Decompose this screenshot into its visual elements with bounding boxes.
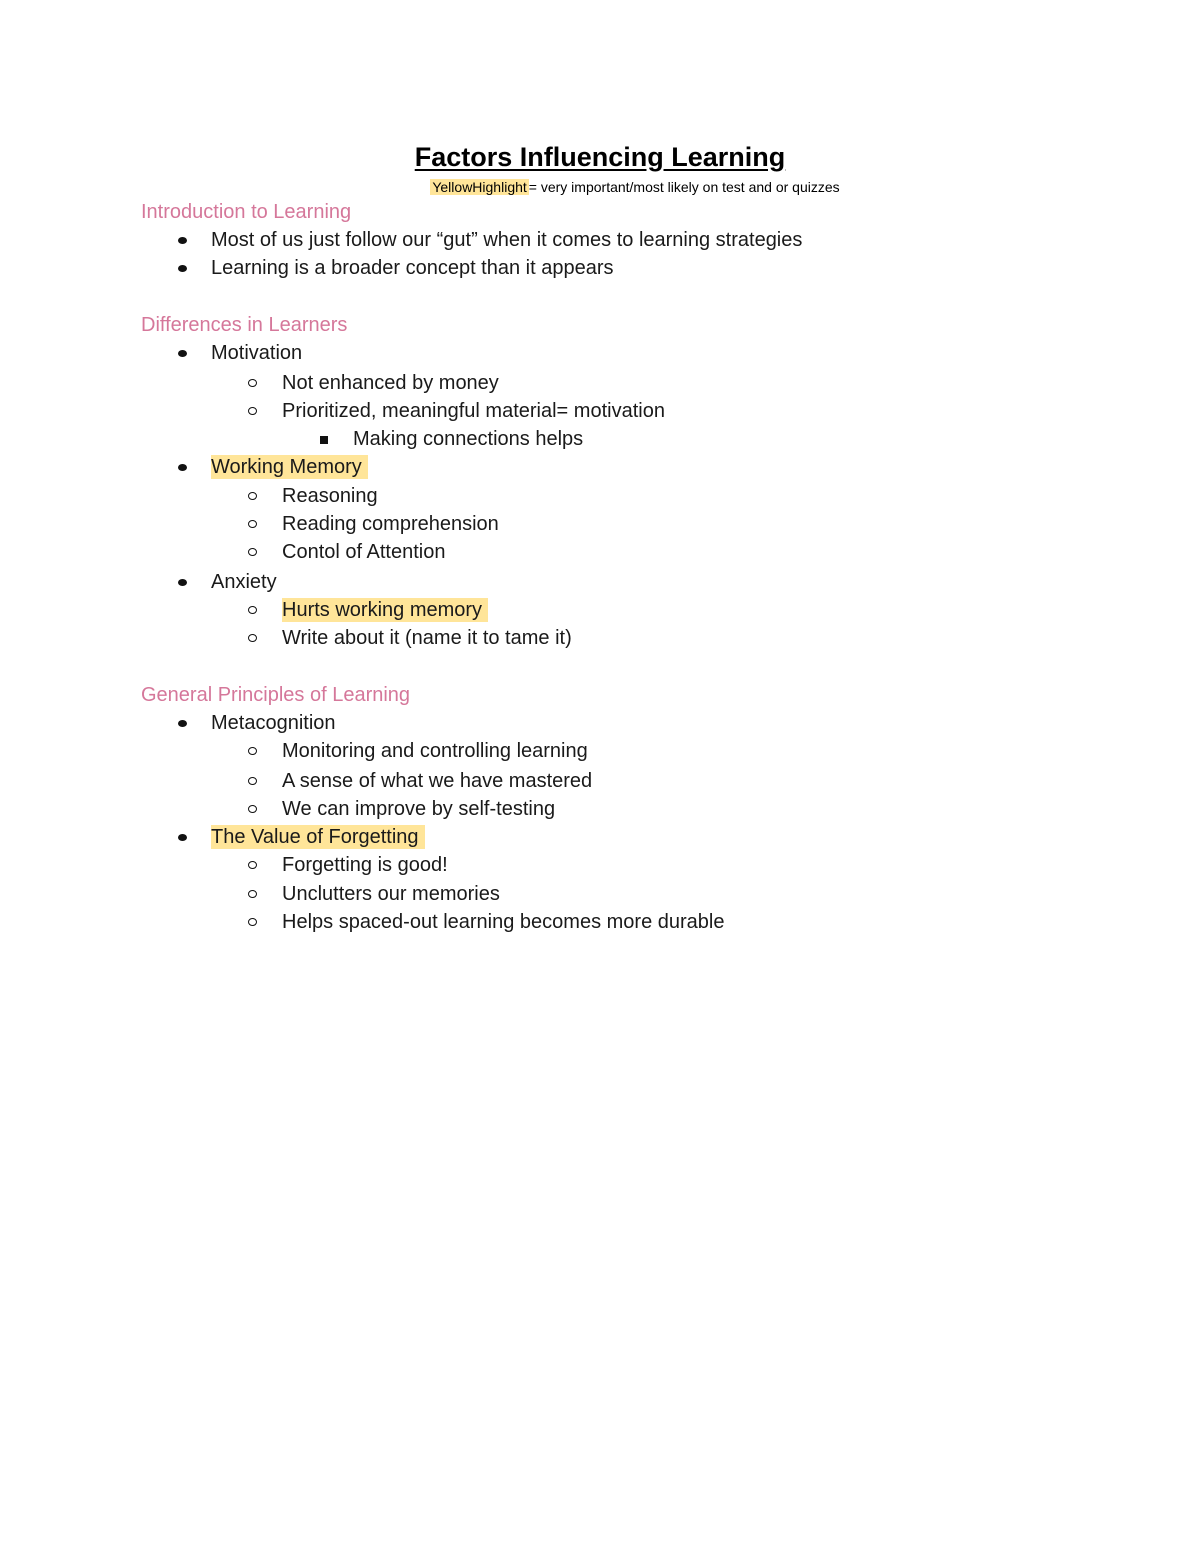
list-item-text: Contol of Attention <box>282 541 446 563</box>
list-item <box>211 454 368 480</box>
hollow-circle-bullet-icon <box>248 634 257 642</box>
list-item <box>211 710 336 736</box>
list-item <box>282 483 378 509</box>
hollow-circle-bullet-icon <box>248 548 257 556</box>
list-item-text: Metacognition <box>211 712 336 734</box>
list-item-text: Unclutters our memories <box>282 883 500 905</box>
list-item <box>211 569 277 595</box>
hollow-circle-bullet-icon <box>248 379 257 387</box>
list-item-text: A sense of what we have mastered <box>282 770 593 792</box>
list-item-text: Reading comprehension <box>282 513 499 535</box>
hollow-circle-bullet-icon <box>248 492 257 500</box>
list-item-text: Making connections helps <box>353 428 584 450</box>
list-item-text: Learning is a broader concept than it appears <box>211 257 614 279</box>
filled-circle-bullet-icon <box>178 350 187 357</box>
list-item-text: We can improve by self-testing <box>282 798 556 820</box>
filled-circle-bullet-icon <box>178 265 187 272</box>
list-item-text: Forgetting is good! <box>282 854 448 876</box>
list-item <box>282 370 499 396</box>
list-item <box>211 340 302 366</box>
list-item <box>282 539 445 565</box>
list-item-text: Not enhanced by money <box>282 372 499 394</box>
list-item-text: Most of us just follow our “gut” when it comes to learning strategies <box>211 229 803 251</box>
list-item-text-highlighted: Hurts working memory <box>282 598 488 622</box>
filled-circle-bullet-icon <box>178 720 187 727</box>
list-item <box>282 738 588 764</box>
hollow-circle-bullet-icon <box>248 861 257 869</box>
list-item-text: Anxiety <box>211 571 277 593</box>
filled-circle-bullet-icon <box>178 464 187 471</box>
hollow-circle-bullet-icon <box>248 918 257 926</box>
filled-square-bullet-icon <box>320 436 328 444</box>
list-item-text: Helps spaced-out learning becomes more durable <box>282 911 725 933</box>
hollow-circle-bullet-icon <box>248 520 257 528</box>
list-item <box>211 255 614 281</box>
hollow-circle-bullet-icon <box>248 747 257 755</box>
list-item <box>282 768 592 794</box>
list-item-text-highlighted: Working Memory <box>211 455 368 479</box>
hollow-circle-bullet-icon <box>248 407 257 415</box>
filled-circle-bullet-icon <box>178 579 187 586</box>
list-item <box>211 227 802 253</box>
section-heading-general-principles: General Principles of Learning <box>141 684 411 706</box>
legend-description: = very important/most likely on test and or quizzes <box>528 179 840 195</box>
hollow-circle-bullet-icon <box>248 890 257 898</box>
list-item <box>282 909 724 935</box>
list-item <box>282 796 555 822</box>
list-item <box>282 398 665 424</box>
legend-highlight-term: YellowHighlight <box>432 179 527 195</box>
list-item-text: Prioritized, meaningful material= motivation <box>282 400 665 422</box>
list-item-text-highlighted: The Value of Forgetting <box>211 825 425 849</box>
list-item <box>282 597 488 623</box>
page-title: Factors Influencing Learning <box>414 142 786 172</box>
filled-circle-bullet-icon <box>178 834 187 841</box>
hollow-circle-bullet-icon <box>248 606 257 614</box>
list-item <box>282 511 499 537</box>
list-item-text: Reasoning <box>282 485 378 507</box>
list-item-text: Monitoring and controlling learning <box>282 740 588 762</box>
section-heading-introduction: Introduction to Learning <box>141 201 352 223</box>
list-item-text: Write about it (name it to tame it) <box>282 627 572 649</box>
filled-circle-bullet-icon <box>178 237 187 244</box>
hollow-circle-bullet-icon <box>248 777 257 785</box>
hollow-circle-bullet-icon <box>248 805 257 813</box>
list-item <box>282 881 500 907</box>
section-heading-differences: Differences in Learners <box>141 314 348 336</box>
highlight-legend <box>0 177 1200 197</box>
list-item <box>282 852 448 878</box>
list-item <box>353 426 583 452</box>
list-item-text: Motivation <box>211 342 303 364</box>
list-item <box>282 625 572 651</box>
list-item <box>211 824 425 850</box>
